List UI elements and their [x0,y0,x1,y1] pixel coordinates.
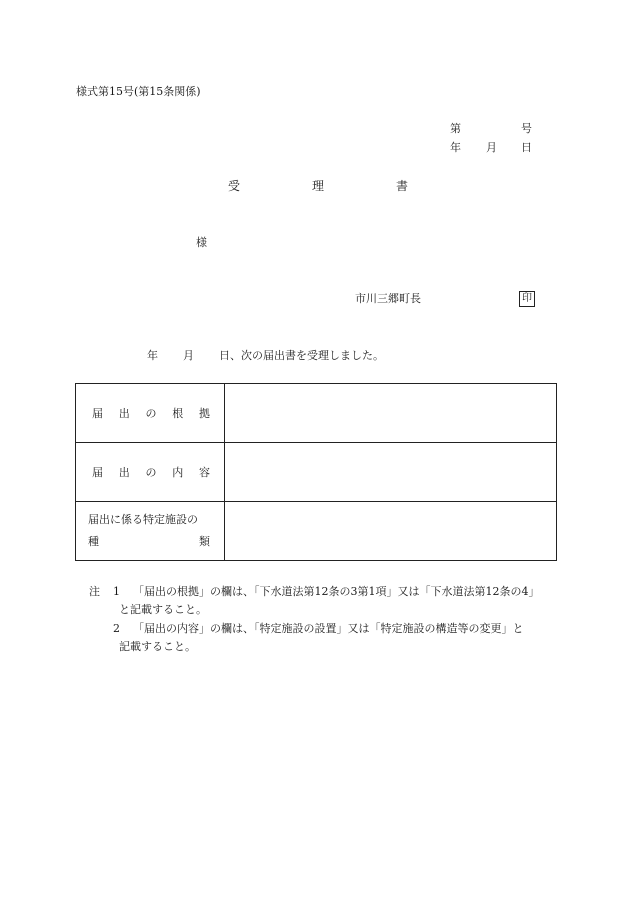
label-char: 出 [118,407,130,420]
issuer-name: 市川三郷町長 [355,292,421,305]
form-id: 様式第15号(第15条関係) [76,85,201,98]
note-2-number: 2 [113,622,120,635]
note-1-line-1: 「届出の根拠」の欄は、「下水道法第12条の3第1項」又は「下水道法第12条の4」 [133,585,540,598]
label-char: 届 [92,466,103,479]
date-day: 日 [521,141,532,154]
notification-table [75,383,557,561]
date-year: 年 [450,141,461,154]
label-char: 出 [118,466,130,479]
number-suffix: 号 [521,122,532,135]
seal-mark: 印 [519,291,535,307]
table-row [76,502,557,561]
statement-month: 月 [183,349,194,362]
note-1-line-2: と記載すること。 [119,603,207,616]
label-char: 種 [88,535,99,548]
label-facility-type [76,502,225,561]
label-line-1: 届出に係る特定施設の [88,513,198,526]
number-prefix: 第 [450,122,461,135]
table-row [76,443,557,502]
date-month: 月 [486,141,497,154]
addressee-suffix: 様 [196,236,207,249]
value-facility-type[interactable] [225,502,557,561]
notes-prefix: 注 [89,585,100,598]
table-row [76,384,557,443]
label-char: の [145,466,157,479]
label-basis [76,384,225,443]
title-char-2: 理 [312,179,325,193]
label-char: 届 [92,407,103,420]
note-2-line-2: 記載すること。 [119,640,196,653]
label-content [76,443,225,502]
label-char: 容 [199,466,210,479]
title-char-1: 受 [228,179,241,193]
label-char: 根 [172,407,184,420]
statement-text: 日、次の届出書を受理しました。 [219,349,384,362]
label-char: 類 [199,535,210,548]
value-content[interactable] [225,443,557,502]
label-char: 拠 [199,407,210,420]
note-2-line-1: 「届出の内容」の欄は、「特定施設の設置」又は「特定施設の構造等の変更」と [133,622,524,635]
label-char: 内 [172,466,184,479]
statement-year: 年 [147,349,158,362]
label-char: の [145,407,157,420]
note-1-number: 1 [113,585,120,598]
title-char-3: 書 [396,179,409,193]
value-basis[interactable] [225,384,557,443]
